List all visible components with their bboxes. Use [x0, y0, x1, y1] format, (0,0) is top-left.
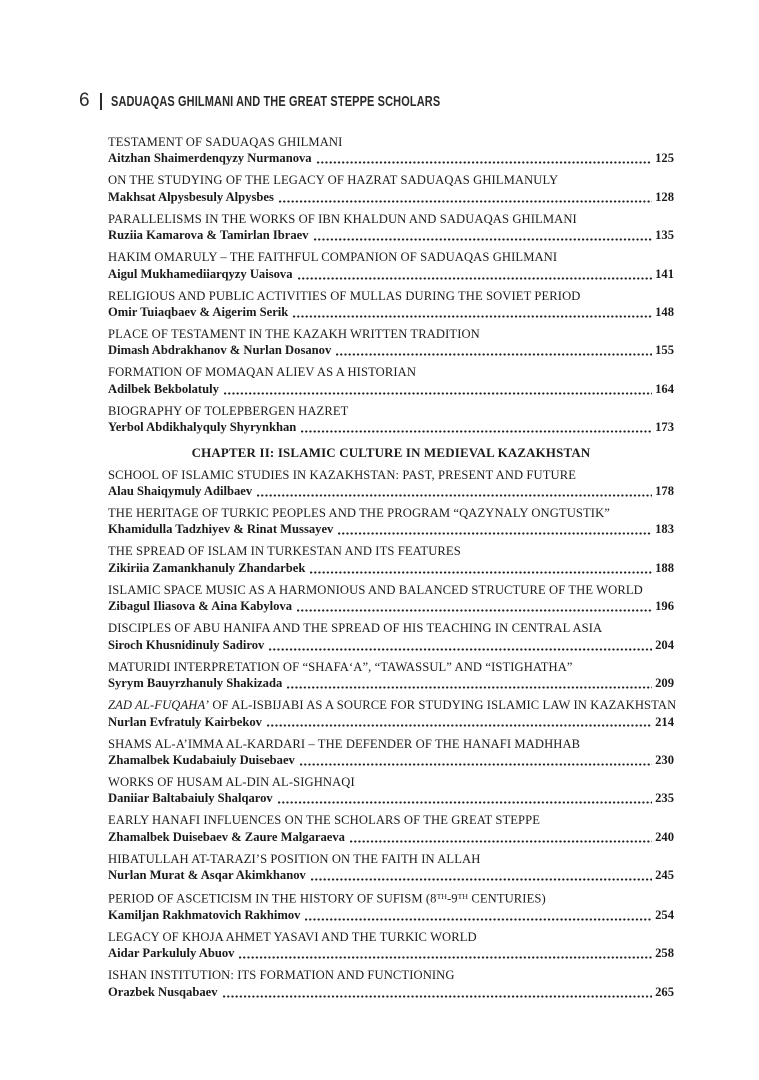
- toc-entry-authors-line: [108, 342, 674, 358]
- toc-entry-page-number: 188: [655, 560, 674, 575]
- toc-entry-authors-line: [108, 907, 674, 923]
- dot-leader: [293, 315, 652, 318]
- dot-leader: [269, 648, 652, 651]
- dot-leader: [338, 532, 652, 535]
- dot-leader: [267, 724, 652, 727]
- toc-entry-page-number: 235: [655, 791, 674, 806]
- dot-leader: [310, 571, 652, 574]
- dot-leader: [314, 238, 653, 241]
- toc-entry-authors-line: [108, 521, 674, 537]
- page-header: [79, 90, 562, 112]
- dot-leader: [298, 277, 653, 280]
- toc-entry-authors-line: [108, 675, 674, 691]
- toc-entry-page-number: 254: [655, 908, 674, 923]
- toc-entry-title: TESTAMENT OF SADUAQAS GHILMANI: [108, 135, 343, 149]
- toc-entry: [108, 889, 674, 923]
- toc-entry-title: HIBATULLAH AT-TARAZI’S POSITION ON THE FAITH IN ALLAH: [108, 851, 481, 866]
- toc-entry-title: RELIGIOUS AND PUBLIC ACTIVITIES OF MULLAS DURING THE SOVIET PERIOD: [108, 288, 581, 303]
- toc-entry-page-number: 155: [655, 343, 674, 358]
- toc-entry-title: PERIOD OF ASCETICISM IN THE HISTORY OF SUFISM (8TH-9TH CENTURIES): [108, 891, 546, 906]
- toc-entry-authors: Aigul Mukhamediiarqyzy Uaisova: [108, 266, 293, 281]
- dot-leader: [239, 956, 652, 959]
- toc-entry-page-number: 183: [655, 522, 674, 537]
- toc-entry-authors-line: [108, 483, 674, 499]
- toc-entry-authors-line: [108, 790, 674, 806]
- dot-leader: [301, 430, 652, 433]
- toc-entry-title: SHAMS AL-A’IMMA AL-KARDARI – THE DEFENDER OF THE HANAFI MADHHAB: [108, 736, 581, 751]
- toc-entry-page-number: 125: [655, 151, 674, 166]
- toc-entry-authors-line: [108, 752, 674, 768]
- toc-entry-page-number: 128: [655, 189, 674, 204]
- dot-leader: [350, 840, 652, 843]
- toc-entry-title: HAKIM OMARULY – THE FAITHFUL COMPANION OF SADUAQAS GHILMANI: [108, 250, 558, 265]
- toc-entry-authors-line: [108, 598, 674, 614]
- dot-leader: [287, 686, 652, 689]
- toc-entry-authors: Aidar Parkululy Abuov: [108, 946, 235, 961]
- toc-entry-title: EARLY HANAFI INFLUENCES ON THE SCHOLARS OF THE GREAT STEPPE: [108, 813, 541, 828]
- toc-entry: [108, 582, 674, 615]
- toc-entry-page-number: 258: [655, 946, 674, 961]
- toc-entry: [108, 172, 674, 205]
- toc-entry-title: FORMATION OF MOMAQAN ALIEV AS A HISTORIAN: [108, 365, 417, 380]
- toc-entry-authors: Omir Tuiaqbaev & Aigerim Serik: [108, 305, 289, 320]
- toc-entry: [108, 543, 674, 576]
- toc-entry-authors: Nurlan Murat & Asqar Akimkhanov: [108, 868, 306, 883]
- dot-leader: [223, 995, 653, 998]
- toc-entry-authors-line: [108, 150, 674, 166]
- toc-entry-authors: Kamiljan Rakhmatovich Rakhimov: [108, 908, 301, 923]
- toc-entry: [108, 249, 674, 282]
- dot-leader: [279, 200, 652, 203]
- chapter-heading: CHAPTER II: ISLAMIC CULTURE IN MEDIEVAL KAZAKHSTAN: [191, 445, 591, 460]
- header-divider: [100, 93, 102, 110]
- dot-leader: [305, 918, 652, 921]
- toc-entry-title: PLACE OF TESTAMENT IN THE KAZAKH WRITTEN TRADITION: [108, 327, 480, 342]
- toc-entry-title: ZAD AL-FUQAHA’ OF AL-ISBIJABI AS A SOURCE FOR STUDYING ISLAMIC LAW IN KAZAKHSTAN: [108, 698, 677, 713]
- toc-entry-authors: Syrym Bauyrzhanuly Shakizada: [108, 676, 283, 691]
- toc-entry-title: THE SPREAD OF ISLAM IN TURKESTAN AND ITS FEATURES: [108, 544, 461, 559]
- toc-entry-authors: Aitzhan Shaimerdenqyzy Nurmanova: [108, 151, 312, 166]
- toc-entry-title: ISHAN INSTITUTION: ITS FORMATION AND FUNCTIONING: [108, 968, 455, 983]
- toc-entry: [108, 812, 674, 845]
- dot-leader: [317, 161, 653, 164]
- toc-entry-title: LEGACY OF KHOJA AHMET YASAVI AND THE TURKIC WORLD: [108, 930, 477, 945]
- toc-entry-page-number: 240: [655, 829, 674, 844]
- toc-entry-authors-line: [108, 984, 674, 1000]
- toc-entry: [108, 851, 674, 884]
- toc-entry-page-number: 178: [655, 484, 674, 499]
- toc-entry: [108, 929, 674, 962]
- toc-entry: [108, 326, 674, 359]
- toc-entry: [108, 505, 674, 538]
- toc-entry-title: MATURIDI INTERPRETATION OF “SHAFA‘A”, “TAWASSUL” AND “ISTIGHATHA”: [108, 659, 573, 674]
- toc-entry-title: DISCIPLES OF ABU HANIFA AND THE SPREAD OF HIS TEACHING IN CENTRAL ASIA: [108, 621, 603, 636]
- toc-entry-title: BIOGRAPHY OF TOLEPBERGEN HAZRET: [108, 403, 349, 418]
- dot-leader: [257, 494, 652, 497]
- dot-leader: [297, 609, 652, 612]
- dot-leader: [336, 353, 652, 356]
- toc-entry-authors-line: [108, 867, 674, 883]
- toc-entry: [108, 134, 674, 167]
- toc-entry-title: ON THE STUDYING OF THE LEGACY OF HAZRAT SADUAQAS GHILMANULY: [108, 173, 559, 188]
- toc-entry-authors: Makhsat Alpysbesuly Alpysbes: [108, 189, 274, 204]
- toc-entry-authors-line: [108, 419, 674, 435]
- dot-leader: [311, 878, 652, 881]
- toc-entry-title: ISLAMIC SPACE MUSIC AS A HARMONIOUS AND BALANCED STRUCTURE OF THE WORLD: [108, 582, 643, 597]
- toc-entry-authors-line: [108, 227, 674, 243]
- toc-entry-page-number: 148: [655, 305, 674, 320]
- toc-entry-authors: Siroch Khusnidinuly Sadirov: [108, 637, 265, 652]
- page-number: 6: [79, 90, 90, 111]
- toc-entry-page-number: 141: [655, 266, 674, 281]
- toc-entry-page-number: 265: [655, 984, 674, 999]
- toc-entry-authors-line: [108, 829, 674, 845]
- toc-entry-page-number: 204: [655, 637, 674, 652]
- toc-entry-authors: Adilbek Bekbolatuly: [108, 381, 219, 396]
- toc-entry-authors: Yerbol Abdikhalyquly Shyrynkhan: [108, 420, 297, 435]
- toc-entry-authors-line: [108, 637, 674, 653]
- toc-entry-authors: Dimash Abdrakhanov & Nurlan Dosanov: [108, 343, 332, 358]
- toc-entry-authors-line: [108, 189, 674, 205]
- toc-entry-authors-line: [108, 381, 674, 397]
- dot-leader: [278, 801, 652, 804]
- toc-entry-authors: Nurlan Evfratuly Kairbekov: [108, 714, 262, 729]
- table-of-contents: [108, 134, 677, 1006]
- toc-entry: [108, 364, 674, 397]
- toc-entry-title: WORKS OF HUSAM AL-DIN AL-SIGHNAQI: [108, 774, 355, 789]
- toc-entry: [108, 736, 674, 769]
- toc-entry-page-number: 209: [655, 676, 674, 691]
- toc-entry-title: THE HERITAGE OF TURKIC PEOPLES AND THE PROGRAM “QAZYNALY ONGTUSTIK”: [108, 506, 610, 521]
- toc-entry: [108, 774, 674, 807]
- toc-entry-page-number: 214: [655, 714, 674, 729]
- toc-entry: [108, 403, 674, 436]
- toc-entry: [108, 659, 674, 692]
- toc-entry-page-number: 135: [655, 228, 674, 243]
- toc-entry: [108, 288, 674, 321]
- toc-entry-page-number: 164: [655, 381, 674, 396]
- toc-entry-authors-line: [108, 945, 674, 961]
- toc-entry-page-number: 196: [655, 599, 674, 614]
- toc-entry-authors-line: [108, 304, 674, 320]
- toc-entry-authors-line: [108, 266, 674, 282]
- toc-entry-authors: Orazbek Nusqabaev: [108, 984, 218, 999]
- toc-entry-authors: Zhamalbek Kudabaiuly Duisebaev: [108, 752, 295, 767]
- toc-entry-authors: Zhamalbek Duisebaev & Zaure Malgaraeva: [108, 829, 345, 844]
- toc-entry: [108, 697, 677, 730]
- toc-entry-authors: Daniiar Baltabaiuly Shalqarov: [108, 791, 273, 806]
- toc-entry-authors: Zikiriia Zamankhanuly Zhandarbek: [108, 560, 306, 575]
- toc-entry: [108, 467, 674, 500]
- toc-entry-page-number: 173: [655, 420, 674, 435]
- toc-entry-authors: Ruziia Kamarova & Tamirlan Ibraev: [108, 228, 309, 243]
- toc-entry-page-number: 245: [655, 868, 674, 883]
- dot-leader: [224, 392, 652, 395]
- dot-leader: [300, 763, 652, 766]
- running-title: SADUAQAS GHILMANI AND THE GREAT STEPPE SCHOLARS: [110, 92, 440, 110]
- toc-entry: [108, 211, 674, 244]
- toc-entry-authors: Zibagul Iliasova & Aina Kabylova: [108, 599, 293, 614]
- toc-entry: [108, 967, 674, 1000]
- toc-entry-authors-line: [108, 560, 674, 576]
- toc-entry: [108, 620, 674, 653]
- toc-entry-authors-line: [108, 714, 674, 730]
- toc-entry-title: SCHOOL OF ISLAMIC STUDIES IN KAZAKHSTAN: PAST, PRESENT AND FUTURE: [108, 467, 577, 482]
- toc-entry-page-number: 230: [655, 752, 674, 767]
- toc-entry-authors: Khamidulla Tadzhiyev & Rinat Mussayev: [108, 522, 334, 537]
- toc-entry-authors: Alau Shaiqymuly Adilbaev: [108, 484, 253, 499]
- toc-entry-title: PARALLELISMS IN THE WORKS OF IBN KHALDUN AND SADUAQAS GHILMANI: [108, 211, 577, 226]
